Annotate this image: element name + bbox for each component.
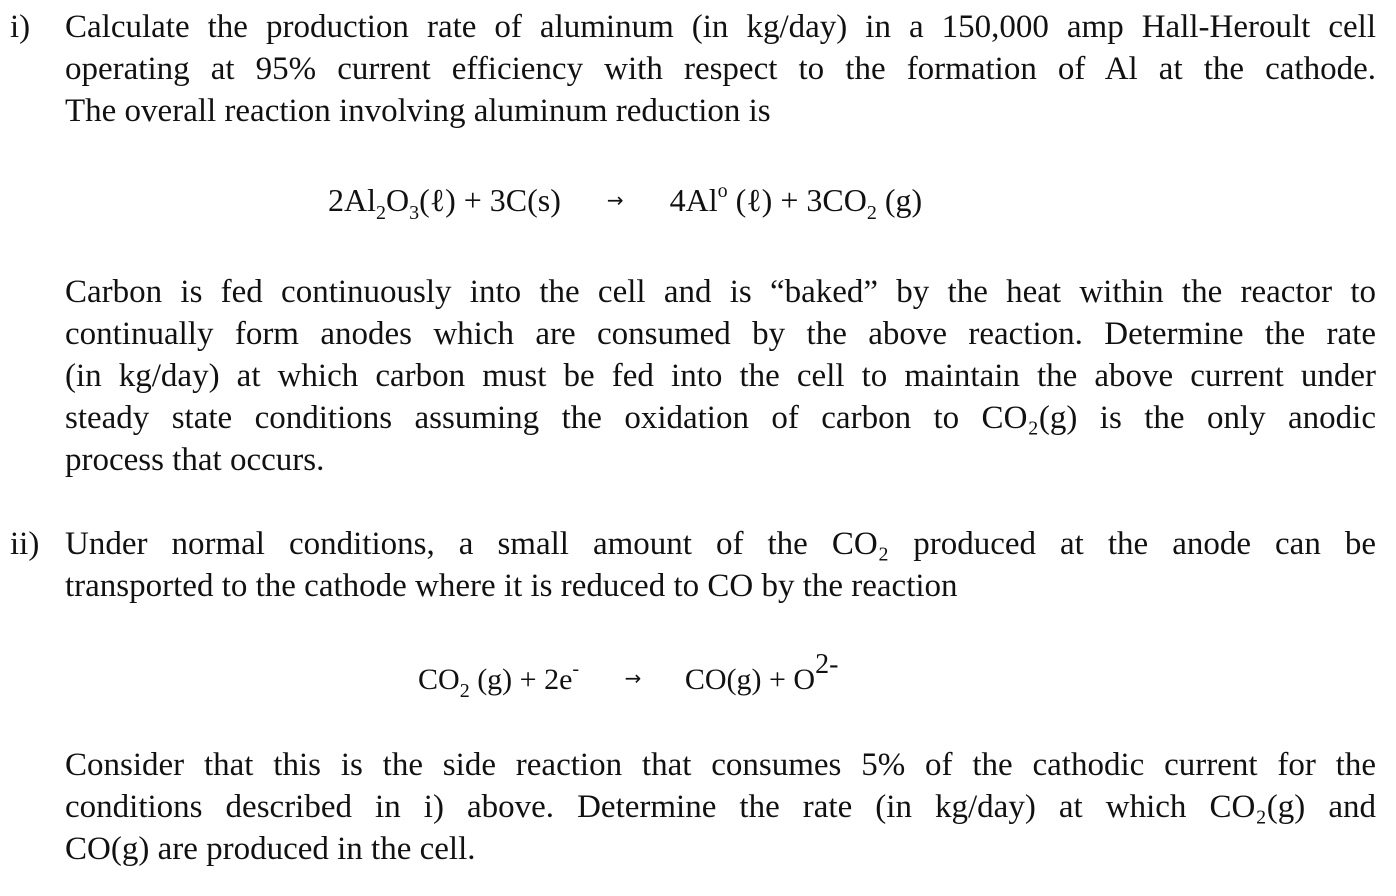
carbon-line-4: steady state conditions assuming the oxidation of carbon to CO₂(g) is the only anodic	[65, 400, 1376, 436]
part-i-line-2: operating at 95% current efficiency with respect to the formation of Al at the cathode.	[65, 51, 1376, 87]
eq1-lhs-al-sub: 2	[376, 202, 386, 224]
eq2-lhs-rest: (g) + 2e	[469, 663, 573, 696]
part-ii-marker: ii)	[10, 526, 40, 562]
eq1-lhs-o-sub: 3	[409, 202, 420, 224]
eq2-electron-sup: -	[572, 658, 580, 680]
part-ii-question	[65, 523, 1376, 607]
eq2-oxide-sup: 2-	[815, 649, 839, 680]
eq2-lhs-co: CO	[418, 663, 460, 696]
part-i-line-1: Calculate the production rate of aluminum (in kg/day) in a 150,000 amp Hall-Heroult cell	[65, 9, 1376, 45]
eq1-rhs-al: 4Al	[669, 182, 718, 218]
part-ii-line-1: Under normal conditions, a small amount of the CO₂ produced at the anode can be	[65, 526, 1376, 562]
eq1-rhs-al-sup: o	[717, 180, 728, 202]
final-line-2: conditions described in i) above. Determine the rate (in kg/day) at which CO₂(g) and	[65, 789, 1376, 825]
part-ii-line-2: transported to the cathode where it is reduced to CO by the reaction	[65, 568, 958, 604]
eq1-rhs-end: (g)	[876, 182, 923, 218]
eq1-rhs-sub: 2	[866, 202, 877, 224]
eq2-rhs: CO(g) + O	[684, 663, 816, 696]
carbon-line-5: process that occurs.	[65, 442, 325, 478]
final-line-3: CO(g) are produced in the cell.	[65, 831, 476, 867]
eq2-lhs-sub: 2	[459, 680, 470, 702]
carbon-line-2: continually form anodes which are consumed by the above reaction. Determine the rate	[65, 316, 1376, 352]
eq1-arrow-icon: →	[606, 188, 624, 212]
side-reaction-question	[65, 744, 1376, 870]
final-line-1: Consider that this is the side reaction that consumes 5% of the cathodic current for the	[65, 747, 1376, 783]
eq2-arrow-icon: →	[624, 666, 642, 690]
eq1-rhs-state: (ℓ) + 3CO	[727, 182, 867, 218]
part-i-marker: i)	[10, 9, 31, 45]
carbon-feed-question	[65, 271, 1376, 481]
carbon-line-1: Carbon is fed continuously into the cell and is “baked” by the heat within the reactor to	[65, 274, 1376, 310]
aluminum-reduction-equation	[328, 180, 922, 225]
carbon-line-3: (in kg/day) at which carbon must be fed into the cell to maintain the above current under	[65, 358, 1376, 394]
eq1-lhs-al: 2Al	[328, 182, 376, 218]
co2-reduction-equation	[418, 649, 839, 703]
part-i-line-3: The overall reaction involving aluminum reduction is	[65, 93, 771, 129]
eq1-lhs-state: (ℓ) + 3C(s)	[419, 182, 561, 218]
eq1-lhs-o: O	[386, 182, 410, 218]
part-i-question	[65, 6, 1376, 132]
